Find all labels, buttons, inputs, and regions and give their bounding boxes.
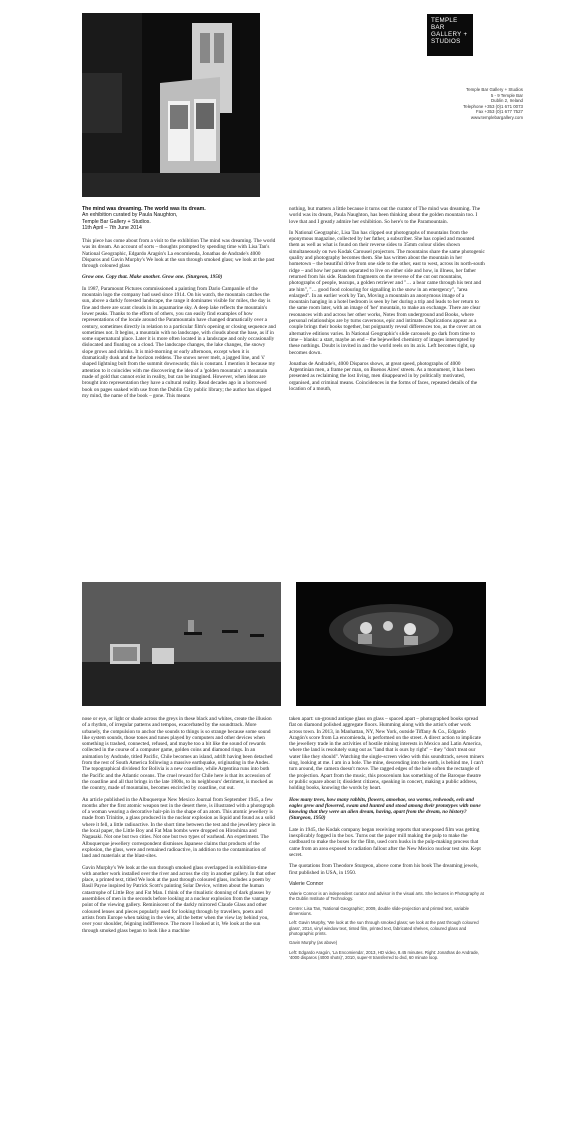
caption: Gavin Murphy (as above) <box>289 940 338 946</box>
author-name: Valerie Connor <box>289 880 324 887</box>
text-column-bottom-right <box>289 716 485 964</box>
text-column-top-right <box>289 206 485 397</box>
address-line: Fax +353 (0)1 677 7527 <box>476 109 523 115</box>
video-still-view <box>296 582 486 706</box>
paragraph: Late in 1945, the Kodak company began receiving reports that unexposed film was getting inexplicably fogged in the box. Turns out the paper mill making the pulp to make the cardboard to make the boxes for the film, used corn husks in the pulp-making process that came from an area exposed to radiation fallout after the New Mexico nuclear test site. Kept secret. <box>289 826 481 858</box>
gallery-wall-photo <box>82 582 281 706</box>
caption: Left: Gavin Murphy, 'We look at the sun through smoked glass; we look at the past through coloured glass', 2014, vinyl window text, tinted film, printed text, fabricated shelves, coloured glass and photographic prints. <box>289 920 479 936</box>
sturgeon-quote: How many trees, how many rabbits, flowers, amoebae, sea worms, redwoods, eels and eagles grew and flowered, swam and hunted and stood among their prototypes with none knowing that they were an alien dream, having, apart from the dream, no history? (Sturgeon, 1950) <box>289 796 481 822</box>
gallery-wall-view <box>82 582 281 706</box>
paragraph: In 1987, Paramount Pictures commissioned a painting from Dario Campanile of the mountain logo the company had used since 1914. On his watch, the mountain catches the sun, above a darkly forested landscape, the range it dominates visible for miles, the day is fine and there are scant clouds in its aquamarine sky. A deep lake reflects the mountain's lower peaks. Thanks to the efforts of others, you can easily find examples of how representations of the locale around the Paramountain have changed dramatically over a century, sometimes directly in relation to a particular film's opening or closing sequence and sometimes not. It begins, a mountain with no landscape, with clouds about the base, as if in some supernatural place. Later it is more often located in a landscape and only occasionally dislocated and floating on a cloud. The landscape changes, the lake changes, the snowy slope grows and shrinks. It is mid-morning or early afternoon, except when it is dramatically dusk and the horizon reddens. The snows never melt, a jagged line, and 'ś' shaped lightning bolt from the summit downwards; this is constant. I mention it because my attention to it coincides with me discovering the idea of a 'golden mountain': a mountain made of gold that cannot exist in reality, but can be imagined. However, when ideas are brought into representation they have a cultural reality. Read decades ago in a borrowed book on pages soaked with use from the Dublin City public library; the author has slipped my mind, the name of the book – gone. This means <box>82 285 276 399</box>
exhibition-venue: Temple Bar Gallery + Studios. <box>82 218 151 225</box>
video-still-photo <box>296 582 486 706</box>
paragraph: taken apart: un-ground antique glass on glass – spaced apart – photographed books spread flat on diamond polished aggregate floors. Humming along with the artist's other work across town. In 2013, in Manhattan, NY, New York, outside Tiffany & Co., Edgardo Aragón's score from La encomienda, is performed on the street. A direct action to implicate the jewellery trade in the activities of hostile mining interests in Mexico and Latin America, where the land is resolutely sung out as "land that is ours by right" – they "don't treat our water like they should". Watching the single-screen video with this soundtrack, seven miners sing, looking at me. I am in a hole. The mine, descending into the earth, is behind me, I can't turn around, the camera doesn't move. The ragged edges of the hole soften the rectangle of the projection. Apart from the music, this proscenium has something of the Baroque theatre or public square about it; dissident citizens, speaking in concert, making a public address, holding books, knowing the words by heart. <box>289 716 484 792</box>
logo-line: GALLERY + <box>431 31 468 38</box>
gallery-logo <box>427 14 473 56</box>
paragraph: An article published in the Albuquerque New Mexico Journal from September 1945, a few months after the first atomic weapon test in the desert there, is illustrated with a photograph of a woman wearing a decorative hair-pin in the shape of an atom. This atomic jewellery is made from Trinitite, a glass produced in the nuclear explosion as liquid and found as a solid where it fell, a little radioactive. In the short time between the test and the jewellery piece in the local paper, the Little Boy and Fat Man bombs were dropped on Hiroshima and Nagasaki. Not one but two cities. Not one but two types of warhead. An experiment. The Albuquerque jewellery correspondent dismisses Japanese claims that products of the explosion, the glass, were and remained radioactive, in addition to the contamination of land and materials at the blast-sites. <box>82 796 276 860</box>
exhibition-title: The mind was dreaming. The world was its dream. <box>82 206 206 212</box>
logo-line: STUDIOS <box>431 38 461 45</box>
paragraph: nothing, but matters a little because it turns out the curator of The mind was dreaming. The world was its dream, Paula Naughton, has been thinking about the golden mountain too. I love that and I greatly admire her exhibition. So here's to the Paramountain. <box>289 206 481 225</box>
address-line: Telephone +353 (0)1 671 0073 <box>463 103 523 109</box>
paragraph: This piece has come about from a visit to the exhibition The mind was dreaming. The world was its dream. An account of sorts – thoughts prompted by spending time with Lisa Tan's National Geographic, Edgardo Aragón's La encomienda, Jonathas de Andrade's 4000 Disparos and Gavin Murphy's We look at the sun through smoked glass; we look at the past through coloured glass <box>82 238 276 270</box>
paragraph: nose or eye, or light or shade across the greys in these black and whites, create the illusion of a rhythm, of irregular patterns and tempos, exacerbated by the soundtrack. More urbanely, the compulsion to anchor the sounds to things is so strange because some sound like system sounds, those tones and tunes played by computers and other devices when something is trashed, connected, refused, and maybe too a bit like the sound of rewards collected in the course of a computer game, golden coins and diamond rings. In an animation by Andrade, titled Pacific, Chile becomes an island, adrift having been detached from the rest of South America following a massive earthquake, originating in the Andes. The topographical dividend for Bolivia is a new coastline, while Argentina runs into both the Pacific and the Atlantic oceans. The cruel reward for Chile here is that its accession of the coastline and all that brings in the late 1800s, to its neighbours' detriment, is mocked as the country, made of mountains, becomes encircled by coastline, cut out. <box>82 716 274 792</box>
sturgeon-quote: Grow one. Copy that. Make another. Grow one. (Sturgeon, 1950) <box>82 274 223 281</box>
paragraph: Gavin Murphy's We look at the sun through smoked glass overlapped in exhibition-time with another work installed over the river and across the city in another gallery. In that other place, a printed text, titled We look at the past through coloured glass, includes a poem by Basil Payne inspired by Patrick Scott's painting Solar Device, written about the human catastrophe of Little Boy and Fat Man. I think of the ritualistic donning of dark glasses by assemblies of men in the seconds before looking at a nuclear explosion from the vantage point of the viewing gallery. Reminiscent of the darkly mirrored Claude Glass and other coloured lenses and pieces popularly used for looking through by travellers, poets and artists from Europe when taking in the view, all the better when the view lay behind you, over your shoulder, feigning indifference. The more I looked at it, We look at the sun through smoked glass began to look like a machine <box>82 864 276 934</box>
gallery-address <box>383 87 523 121</box>
paragraph: In National Geographic, Lisa Tan has clipped out photographs of mountains from the eponymous magazine, collected by her father, a subscriber. She has copied and mounted them as well as what is found on their reverse sides to 35mm colour slides shown simultaneously on two Kodak Carousel projectors. The mountains share the same photogenic quality and photography becomes them. She has written about the mountain in her hometown – the beautiful drive from one side to the other, east to west, across its north-south ridge – and how her parents separated to live on either side and how, in illness, her father returned from his side. Random fragments on the reverse of the cut out mountains, photographs of people, teacups, a golden retriever and "… a bear came through his tent and ate him", "… good food colouring for signalling in the snow in an emergency", "area enlarged". In an earlier work by Tan, Moving a mountain an anonymous image of a mountain hanging in a hotel bedroom is seen by her during a trip and leads to her return to the same room later, with an image of 'her' mountain, to make an exchange. There are clear resonances with and across her other works, Notes from underground and Books, where personal relationships are by turns cavernous, epic and intimate. Duplications appear as a couple brings their books together, but poignantly reveal differences too, as the cover art on alternative editions varies. In National Geographic's slide carousels go dark from time to time – blanks: a start, maybe an end – the bejewelled chemistry of images interrupted by these nothings. Doubt is invited in and the world reels on its axis. Left becomes right, up becomes down. <box>289 229 485 356</box>
text-column-bottom-left <box>82 716 276 939</box>
address-line: www.templebargallery.com <box>470 114 523 120</box>
caption: Left: Edgardo Aragón, 'La Encomienda', 2013, HD video, 8.45 minutes. Right: Jonathas de Andrade, '4000 disparos (4000 shots)', 2010, super-8 transferred to dvd, 60 minute loop. <box>289 949 480 960</box>
address-line: Temple Bar Gallery + Studios <box>466 87 523 92</box>
exhibition-dates: 11th April – 7th June 2014 <box>82 224 142 231</box>
author-bio: Valerie Connor is an independent curator and advisor in the visual arts. She lectures in Photography at the Dublin Institute of Technology. <box>289 891 484 902</box>
installation-view <box>82 13 260 197</box>
logo-line: TEMPLE BAR <box>431 17 458 31</box>
exhibition-header <box>82 206 282 231</box>
text-column-top-left <box>82 238 276 404</box>
author-bio-and-captions <box>289 891 485 960</box>
exhibition-curator: An exhibition curated by Paula Naughton, <box>82 212 178 219</box>
paragraph: The quotations from Theodore Sturgeon, above come from his book The dreaming jewels, first published in USA, in 1950. <box>289 863 479 876</box>
paragraph: Jonathas de Andrade's, 4000 Disparos shows, at great speed, photographs of 4000 Argentinian men, a frame per man, on Buenos Aires' streets. As a monument, it has been presented as reclaiming the lost living, men disappeared in by politically motivated, organised, and criminal means. Coincidences in the forms of faces, repeated details of the location of a mouth, <box>289 360 478 393</box>
caption: Centre: Lisa Tan, 'National Geographic', 2009, double slide-projection and printed text, variable dimensions. <box>289 905 469 917</box>
address-line: 5 - 9 Temple Bar <box>490 92 523 98</box>
address-line: Dublin 2, Ireland <box>491 98 523 104</box>
gallery-installation-photo <box>82 13 260 197</box>
